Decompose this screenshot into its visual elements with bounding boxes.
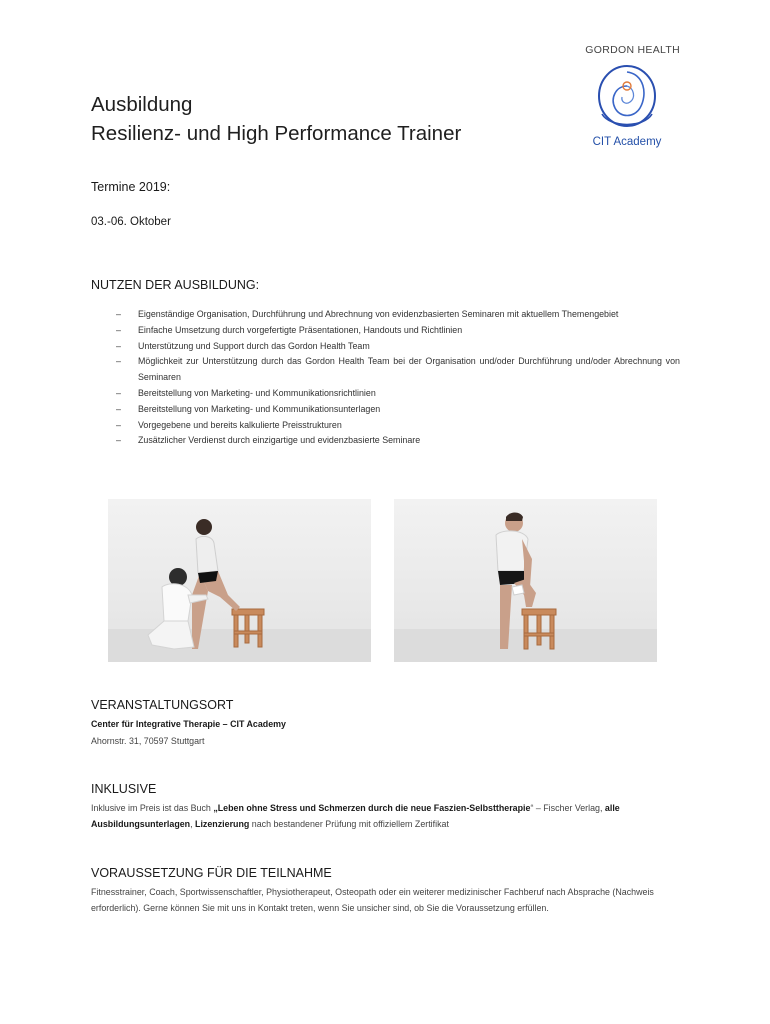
requirements-heading: VORAUSSETZUNG FÜR DIE TEILNAHME xyxy=(91,866,332,880)
list-item: – Möglichkeit zur Unterstützung durch das Gordon Health Team bei der Organisation und/oder Durchführung und/oder Abrechnung von Seminaren xyxy=(116,356,680,383)
page-title xyxy=(91,90,461,148)
photo-therapy-two-people xyxy=(108,499,371,662)
title-line-1: Ausbildung xyxy=(91,93,193,116)
list-item: – Unterstützung und Support durch das Gordon Health Team xyxy=(116,340,370,351)
list-item: – Eigenständige Organisation, Durchführung und Abrechnung von evidenzbasierten Seminaren mit aktuellem Themengebiet xyxy=(116,309,619,319)
benefits-list xyxy=(116,307,680,449)
list-item: – Bereitstellung von Marketing- und Kommunikationsrichtlinien xyxy=(116,387,376,398)
list-item: – Vorgegebene und bereits kalkulierte Preisstrukturen xyxy=(116,419,342,430)
inclusive-heading: INKLUSIVE xyxy=(91,782,157,796)
brand-name: GORDON HEALTH xyxy=(585,44,680,56)
requirements-text: Fitnesstrainer, Coach, Sportwissenschaftler, Physiotherapeut, Osteopath oder ein weiterer medizinischer Fachberuf nach Absprache (Nachweis erforderlich). Gerne können Sie mit uns in Kontakt treten, wenn Sie unsicher sind, ob Sie die Voraussetzung erfüllen. xyxy=(91,887,654,913)
title-line-2: Resilienz- und High Performance Trainer xyxy=(91,122,462,145)
venue-address: Ahornstr. 31, 70597 Stuttgart xyxy=(91,736,205,746)
termine-date: 03.-06. Oktober xyxy=(91,216,171,228)
termine-label: Termine 2019: xyxy=(91,180,171,194)
photo-self-therapy xyxy=(394,499,657,662)
inclusive-text: Inklusive im Preis ist das Buch „Leben ohne Stress und Schmerzen durch die neue Faszien-Selbsttherapie“ – Fischer Verlag, alle Ausbildungsunterlagen, Lizenzierung nach bestandener Prüfung mit offiziellem Zertifikat xyxy=(91,803,620,829)
list-item: – Bereitstellung von Marketing- und Kommunikationsunterlagen xyxy=(116,403,381,414)
logo-text: CIT Academy xyxy=(592,136,662,148)
list-item: – Einfache Umsetzung durch vorgefertigte Präsentationen, Handouts und Richtlinien xyxy=(116,324,463,335)
book-title: „Leben ohne Stress und Schmerzen durch die neue Faszien-Selbsttherapie xyxy=(213,803,531,813)
venue-name: Center für Integrative Therapie – CIT Academy xyxy=(91,719,286,729)
list-item: – Zusätzlicher Verdienst durch einzigartige und evidenzbasierte Seminare xyxy=(116,435,421,446)
venue-heading: VERANSTALTUNGSORT xyxy=(91,698,234,712)
benefits-heading: NUTZEN DER AUSBILDUNG: xyxy=(91,278,260,292)
